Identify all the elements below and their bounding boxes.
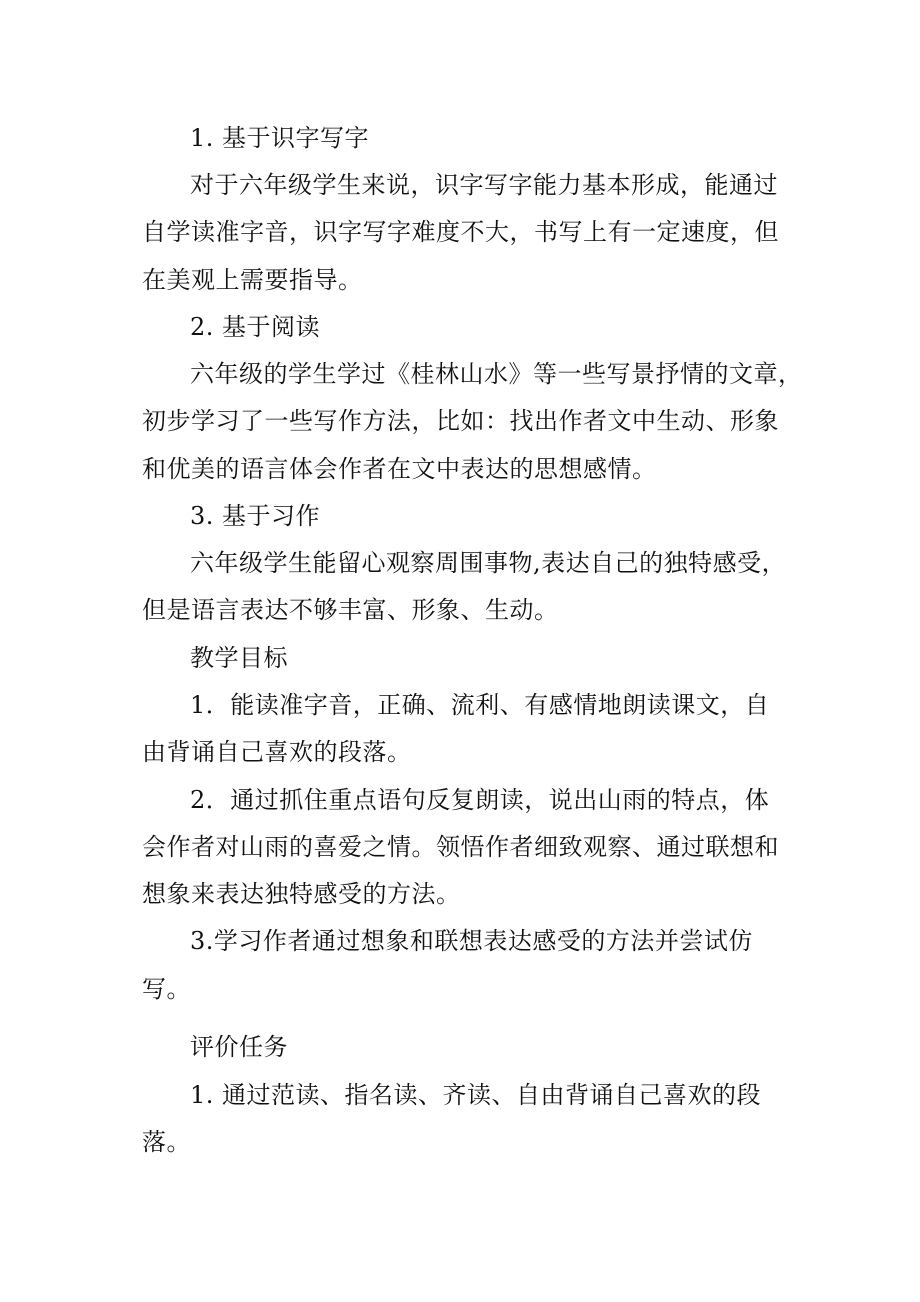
heading-literacy: 1. 基于识字写字 <box>190 124 370 152</box>
paragraph-line: 六年级的学生学过《桂林山水》等一些写景抒情的文章， <box>190 360 803 388</box>
paragraph-line: 由背诵自己喜欢的段落。 <box>142 738 412 766</box>
heading-teaching-goals: 教学目标 <box>190 644 288 672</box>
paragraph-line: 3.学习作者通过想象和联想表达感受的方法并尝试仿 <box>190 927 753 955</box>
paragraph-line: 写。 <box>142 975 191 1003</box>
paragraph-line: 在美观上需要指导。 <box>142 266 363 294</box>
heading-evaluation-tasks: 评价任务 <box>190 1033 288 1061</box>
paragraph-line: 自学读准字音，识字写字难度不大，书写上有一定速度，但 <box>142 218 779 246</box>
paragraph-line: 六年级学生能留心观察周围事物,表达自己的独特感受， <box>190 549 787 577</box>
paragraph-line: 会作者对山雨的喜爱之情。领悟作者细致观察、通过联想和 <box>142 833 779 861</box>
paragraph-line: 但是语言表达不够丰富、形象、生动。 <box>142 596 559 624</box>
heading-reading: 2. 基于阅读 <box>190 313 321 341</box>
paragraph-line: 2．通过抓住重点语句反复朗读，说出山雨的特点，体 <box>190 786 770 814</box>
paragraph-line: 1．能读准字音，正确、流利、有感情地朗读课文，自 <box>190 691 770 719</box>
paragraph-line: 落。 <box>142 1128 191 1156</box>
paragraph-line: 和优美的语言体会作者在文中表达的思想感情。 <box>142 455 657 483</box>
paragraph-line: 1. 通过范读、指名读、齐读、自由背诵自己喜欢的段 <box>190 1081 762 1109</box>
heading-writing: 3. 基于习作 <box>190 502 321 530</box>
paragraph-line: 想象来表达独特感受的方法。 <box>142 880 461 908</box>
paragraph-line: 对于六年级学生来说，识字写字能力基本形成，能通过 <box>190 171 778 199</box>
paragraph-line: 初步学习了一些写作方法，比如：找出作者文中生动、形象 <box>142 407 779 435</box>
